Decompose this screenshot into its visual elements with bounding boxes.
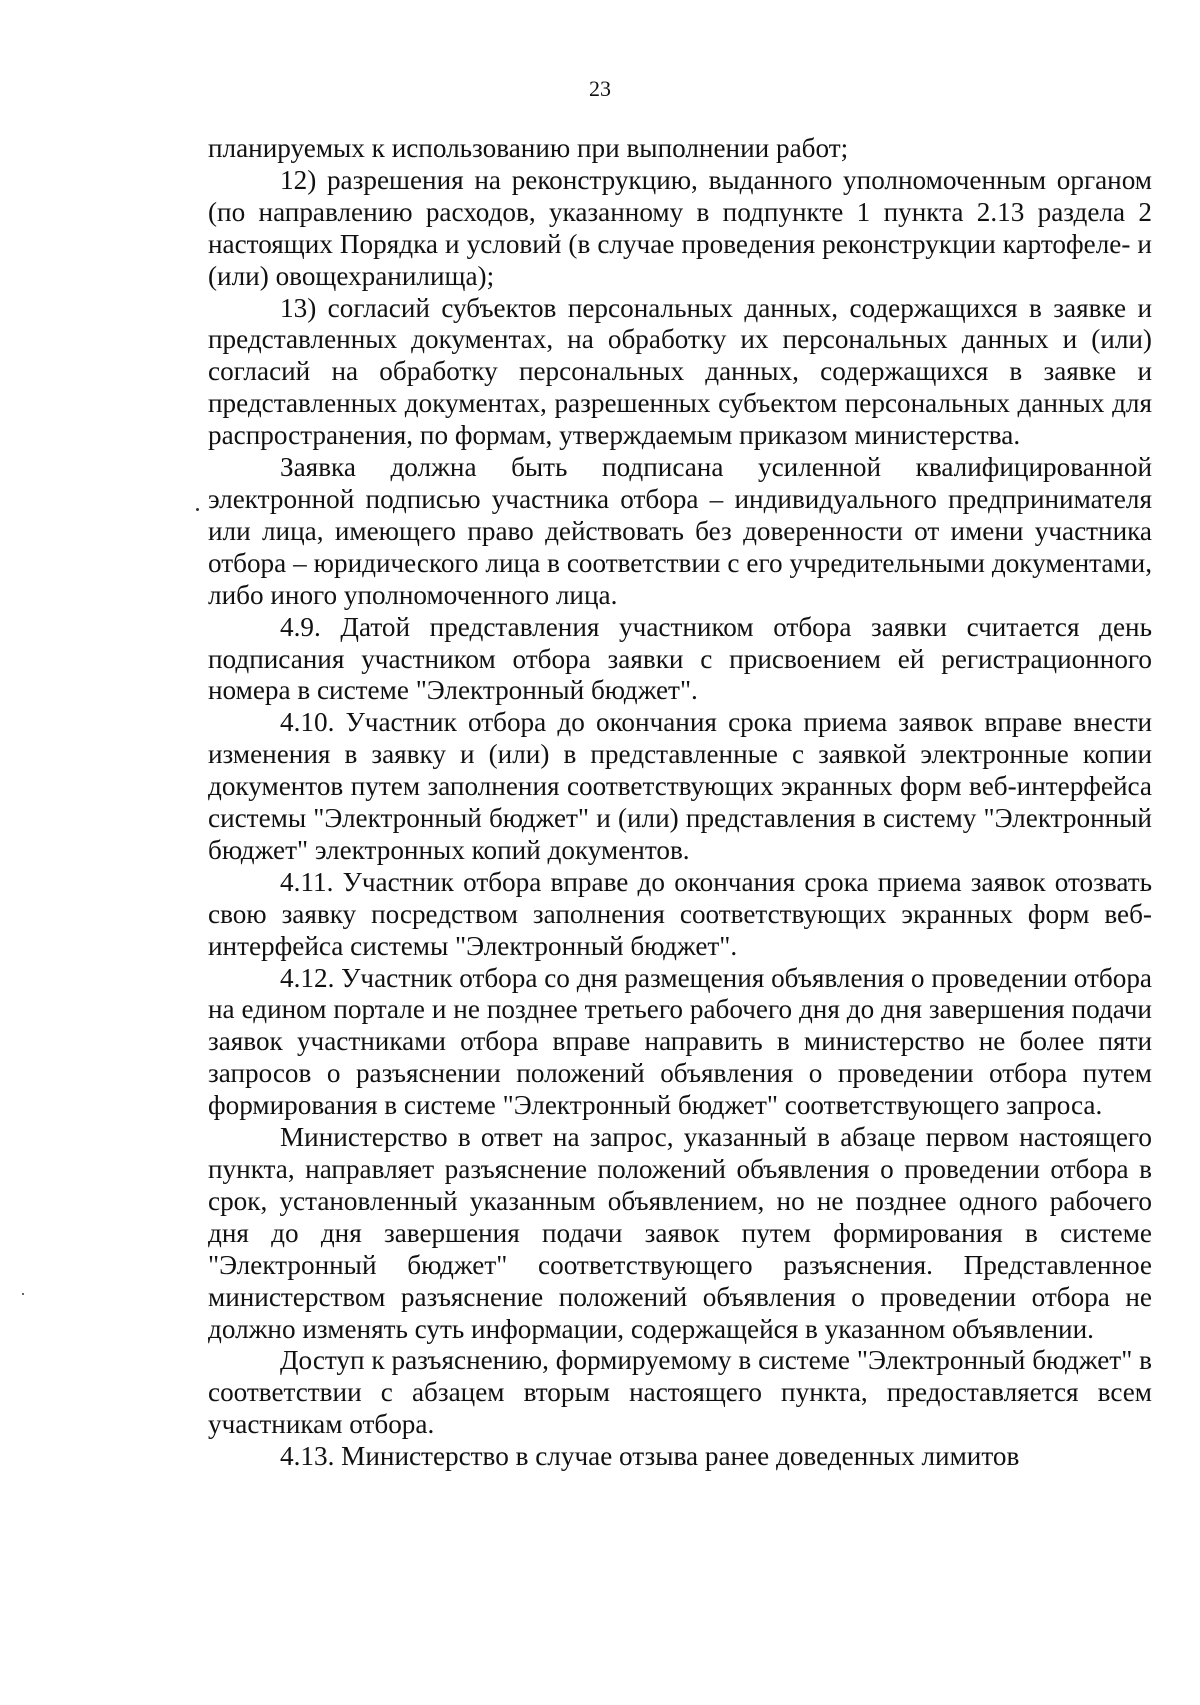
paragraph-item-13-personal-data-consent: 13) согласий субъектов персональных данных, содержащихся в заявке и представленных документах, на обработку их персональных данных и (или) согласий на обработку персональных данных, содержащихся в заявке и представленных документах, разрешенных субъектом персональных данных для распространения, по формам, утверждаемым приказом министерства. [208, 292, 1152, 451]
paragraph-item-12-reconstruction-permit: 12) разрешения на реконструкцию, выданного уполномоченным органом (по направлению расходов, указанному в подпункте 1 пункта 2.13 раздела 2 настоящих Порядка и условий (в случае проведения реконструкции картофеле- и (или) овощехранилища); [208, 164, 1152, 291]
paragraph-4-11-application-withdrawal: 4.11. Участник отбора вправе до окончания срока приема заявок отозвать свою заявку посредством заполнения соответствующих экранных форм веб-интерфейса системы "Электронный бюджет". [208, 866, 1152, 961]
scan-speck [196, 508, 199, 511]
paragraph-clarification-access: Доступ к разъяснению, формируемому в системе "Электронный бюджет" в соответствии с абзацем вторым настоящего пункта, предоставляется всем участникам отбора. [208, 1345, 1152, 1440]
document-body [208, 133, 1152, 1473]
paragraph-application-signature: Заявка должна быть подписана усиленной квалифицированной электронной подписью участника отбора – индивидуального предпринимателя или лица, имеющего право действовать без доверенности от имени участника отбора – юридического лица в соответствии с его учредительными документами, либо иного уполномоченного лица. [208, 452, 1152, 610]
paragraph-ministry-response: Министерство в ответ на запрос, указанный в абзаце первом настоящего пункта, направляет разъяснение положений объявления о проведении отбора в срок, установленный указанным объявлением, но не позднее одного рабочего дня до дня завершения подачи заявок путем формирования в системе "Электронный бюджет" соответствующего разъяснения. Представленное министерством разъяснение положений объявления о проведении отбора не должно изменять суть информации, содержащейся в указанном объявлении. [208, 1122, 1152, 1344]
page-number: 23 [589, 76, 611, 101]
paragraph-continuation-works: планируемых к использованию при выполнении работ; [208, 133, 849, 163]
paragraph-4-12-clarification-requests: 4.12. Участник отбора со дня размещения объявления о проведении отбора на едином портале и не позднее третьего рабочего дня до дня завершения подачи заявок участниками отбора вправе направить в министерство не более пяти запросов о разъяснении положений объявления о проведении отбора путем формирования в системе "Электронный бюджет" соответствующего запроса. [208, 962, 1152, 1121]
paragraph-4-10-application-changes: 4.10. Участник отбора до окончания срока приема заявок вправе внести изменения в заявку и (или) в представленные с заявкой электронные копии документов путем заполнения соответствующих экранных форм веб-интерфейса системы "Электронный бюджет" и (или) представления в систему "Электронный бюджет" электронных копий документов. [208, 707, 1152, 865]
paragraph-4-9-submission-date: 4.9. Датой представления участником отбора заявки считается день подписания участником отбора заявки с присвоением ей регистрационного номера в системе "Электронный бюджет". [208, 611, 1152, 706]
scan-speck [22, 1293, 24, 1295]
paragraph-4-13-limits-withdrawal: 4.13. Министерство в случае отзыва ранее доведенных лимитов [280, 1441, 1020, 1472]
